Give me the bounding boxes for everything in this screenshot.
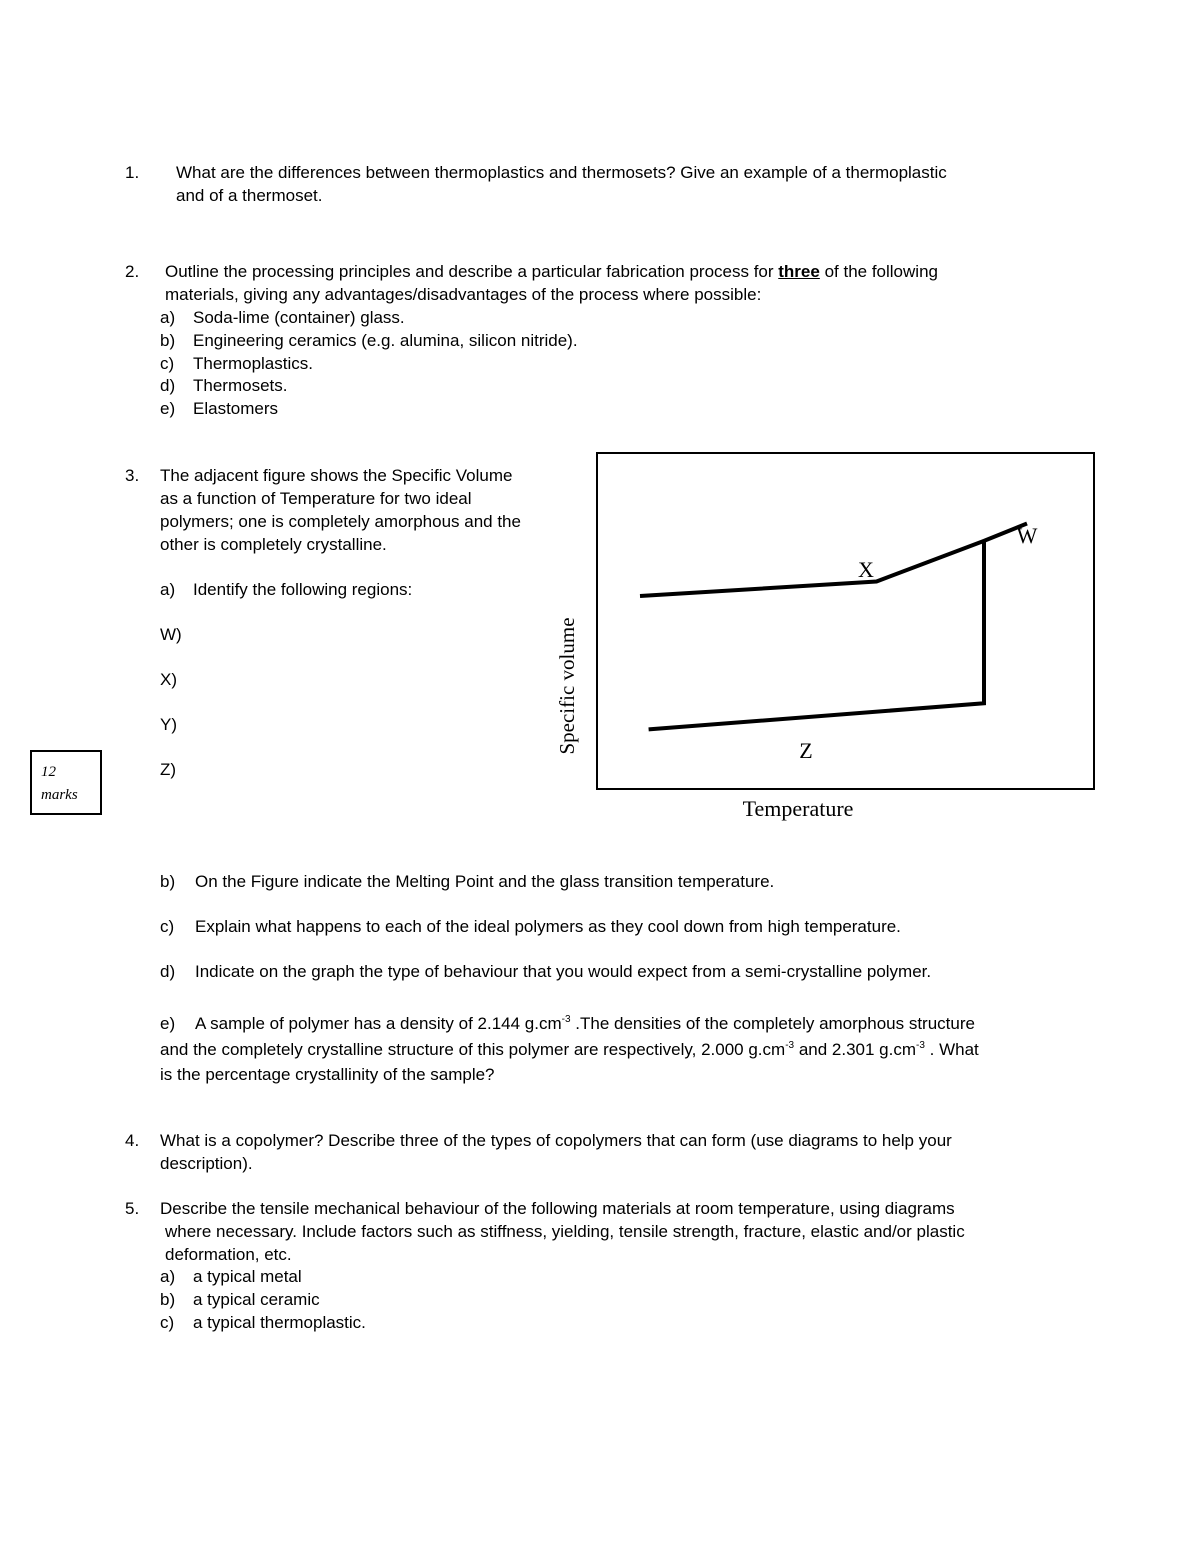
q5-item-label: c) [160,1313,175,1332]
q5-line1: Describe the tensile mechanical behaviour of the following materials at room temperature, using diagrams [160,1199,955,1218]
q2-number: 2. [125,262,140,281]
q2-line1-pre: Outline the processing principles and describe a particular fabrication process for [165,262,779,281]
q3a-text: Identify the following regions: [193,580,413,599]
q5-item-text: a typical ceramic [193,1290,320,1309]
marks-value: 12 [41,764,56,780]
q3e-text: and the completely crystalline structure of this polymer are respectively, 2.000 g.cm [160,1040,786,1059]
q2-line1 [165,260,938,283]
q3a-label: a) [160,580,176,599]
q2-item-label: d) [160,376,176,395]
region-answer-w: W) [160,625,182,644]
series-line-amorphous [640,524,1027,597]
q2-item-text: Engineering ceramics (e.g. alumina, silicon nitride). [193,331,578,350]
q4-line2: description). [160,1154,253,1173]
q3d-label: d) [160,962,176,981]
q2-line2: materials, giving any advantages/disadvantages of the process where possible: [165,285,762,304]
q1-line2: and of a thermoset. [176,186,323,205]
series-line-crystalline [649,541,984,730]
q3-intro-line: as a function of Temperature for two ideal [160,489,472,508]
region-label-z: Z [799,738,813,763]
q2-item-label: e) [160,399,176,418]
q5-item-label: a) [160,1267,176,1286]
superscript: -3 [916,1040,925,1051]
q3-intro-line: polymers; one is completely amorphous and the [160,512,521,531]
q5-line3: deformation, etc. [165,1245,292,1264]
q5-item-text: a typical metal [193,1267,302,1286]
q4-number: 4. [125,1131,140,1150]
q3b-label: b) [160,872,176,891]
q3-intro-line: other is completely crystalline. [160,535,387,554]
q2-item-label: c) [160,354,175,373]
region-answer-y: Y) [160,715,177,734]
marks-box [30,750,102,815]
region-label-x: X [858,557,874,582]
marks-unit: marks [41,787,78,803]
q4-line1: What is a copolymer? Describe three of the types of copolymers that can form (use diagrams to help your [160,1131,952,1150]
q3b-text: On the Figure indicate the Melting Point and the glass transition temperature. [195,872,775,891]
q5-item-label: b) [160,1290,176,1309]
q3c-label: c) [160,917,175,936]
q3d-text: Indicate on the graph the type of behaviour that you would expect from a semi-crystalline polymer. [195,962,932,981]
q5-number: 5. [125,1199,140,1218]
q3-intro-line: The adjacent figure shows the Specific Volume [160,466,513,485]
q2-line1-post: of the following [819,262,938,281]
q3c-text: Explain what happens to each of the ideal polymers as they cool down from high temperature. [195,917,901,936]
superscript: -3 [561,1014,571,1025]
q2-item-text: Elastomers [193,399,279,418]
q2-item-text: Soda-lime (container) glass. [193,308,405,327]
q2-item-text: Thermosets. [193,376,288,395]
q3e-line1 [195,1012,975,1035]
q2-item-text: Thermoplastics. [193,354,313,373]
q5-item-text: a typical thermoplastic. [193,1313,366,1332]
q2-item-label: b) [160,331,176,350]
q1-line1: What are the differences between thermoplastics and thermosets? Give an example of a thermoplastic [176,163,947,182]
q3-number: 3. [125,466,140,485]
q3e-text: A sample of polymer has a density of 2.144 g.cm [195,1014,562,1033]
q2-item-label: a) [160,308,176,327]
q3e-text: .The densities of the completely amorphous structure [570,1014,975,1033]
region-answer-x: X) [160,670,177,689]
specific-volume-chart [540,440,1100,830]
y-axis-label: Specific volume [555,617,579,755]
q5-line2: where necessary. Include factors such as stiffness, yielding, tensile strength, fracture, elastic and/or plastic [165,1222,965,1241]
q1-number: 1. [125,163,140,182]
q3e-line3: is the percentage crystallinity of the sample? [160,1065,495,1084]
q3e-line2 [160,1038,979,1061]
region-answer-z: Z) [160,760,177,779]
x-axis-label: Temperature [742,796,854,821]
q3e-text: . What [924,1040,979,1059]
q3e-text: and 2.301 g.cm [794,1040,917,1059]
region-label-w: W [1016,523,1038,548]
q2-emphasis-three: three [778,262,820,281]
superscript: -3 [785,1040,795,1051]
q3e-label: e) [160,1014,176,1033]
